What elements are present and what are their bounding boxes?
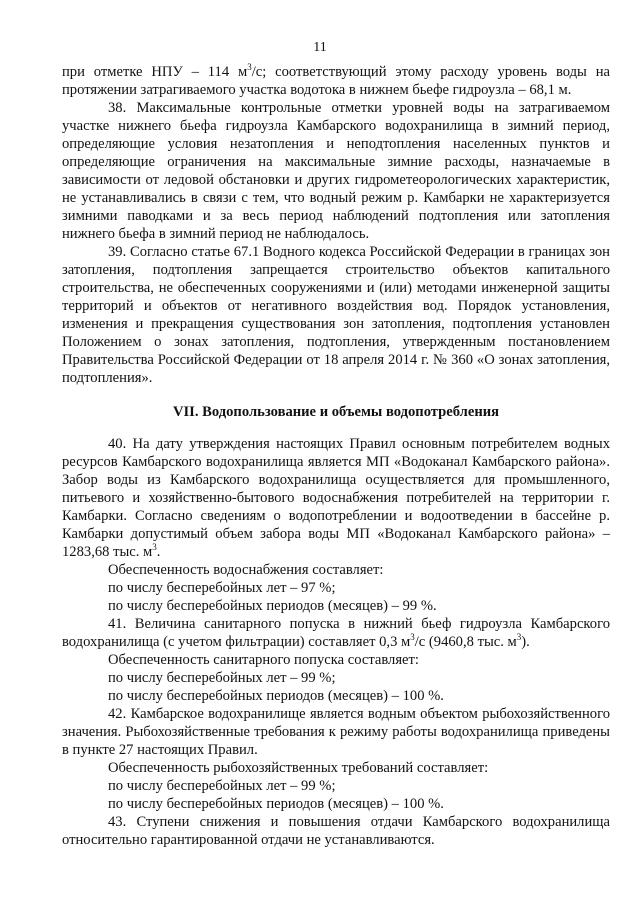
sanitary-years: по числу бесперебойных лет – 99 %;: [108, 670, 336, 686]
paragraph-38: 38. Максимальные контрольные отметки уровней воды на затрагиваемом участке нижнего бьефа гидроузла Камбарского водохранилища в зимний период, определяющие условия незатопления и неподтопления населенных пунктов и определяющие ограничения на максимальные зимние расходы, назначаемые в зависимости от ледовой обстановки и других гидрометеорологических характеристик, не устанавливались в связи с тем, что водный режим р. Камбарки не характеризуется зимними паводками и за весь период наблюдений подтопления или затопления нижнего бьефа в зимний период не наблюдалось.: [62, 100, 610, 242]
fish-periods: по числу бесперебойных периодов (месяцев) – 100 %.: [108, 796, 444, 812]
paragraph-43: 43. Ступени снижения и повышения отдачи Камбарского водохранилища относительно гарантированной отдачи не устанавливаются.: [62, 814, 610, 848]
sanitary-periods: по числу бесперебойных периодов (месяцев) – 100 %.: [108, 688, 444, 704]
fish-years: по числу бесперебойных лет – 99 %;: [108, 778, 336, 794]
sanitary-heading: Обеспеченность санитарного попуска составляет:: [108, 652, 419, 668]
supply-years: по числу бесперебойных лет – 97 %;: [108, 580, 336, 596]
supply-periods: по числу бесперебойных периодов (месяцев) – 99 %.: [108, 598, 437, 614]
document-body: [62, 63, 610, 849]
paragraph-42: 42. Камбарское водохранилище является водным объектом рыбохозяйственного значения. Рыбохозяйственные требования к режиму работы водохранилища приведены в пункте 27 настоящих Правил.: [62, 706, 610, 758]
paragraph-intro: при отметке НПУ – 114 $м^3/с$; соответствующий этому расходу уровень воды на протяжении затрагиваемого участка водотока в нижнем бьефе гидроузла – 68,1 м.: [62, 62, 610, 98]
section-title: VII. Водопользование и объемы водопотребления: [172, 404, 500, 420]
fish-heading: Обеспеченность рыбохозяйственных требований составляет:: [108, 760, 489, 776]
paragraph-39: 39. Согласно статье 67.1 Водного кодекса Российской Федерации в границах зон затопления, подтопления запрещается строительство объектов капитального строительства, не обеспеченных сооружениями и (или) методами инженерной защиты территорий и объектов от негативного воздействия вод. Порядок установления, изменения и прекращения существования зон затопления, подтопления установлен Положением о зонах затопления, подтопления, утвержденным постановлением Правительства Российской Федерации от 18 апреля 2014 г. № 360 «О зонах затопления, подтопления».: [62, 244, 610, 386]
page-number: 11: [313, 40, 327, 55]
paragraph-41: 41. Величина санитарного попуска в нижний бьеф гидроузла Камбарского водохранилища (с учетом фильтрации) составляет 0,3 $м^3/с$ (9460,8 тыс. $м^3$).: [62, 616, 610, 650]
supply-heading: Обеспеченность водоснабжения составляет:: [108, 562, 384, 578]
paragraph-40: 40. На дату утверждения настоящих Правил основным потребителем водных ресурсов Камбарского водохранилища является МП «Водоканал Камбарского района». Забор воды из Камбарского водохранилища осуществляется для промышленного, питьевого и хозяйственно-бытового водоснабжения потребителей на территории г. Камбарки. Согласно сведениям о водопотреблении и водоотведении в бассейне р. Камбарки допустимый объем забора воды МП «Водоканал Камбарского района» – 1283,68 тыс. $м^3$.: [62, 436, 610, 560]
